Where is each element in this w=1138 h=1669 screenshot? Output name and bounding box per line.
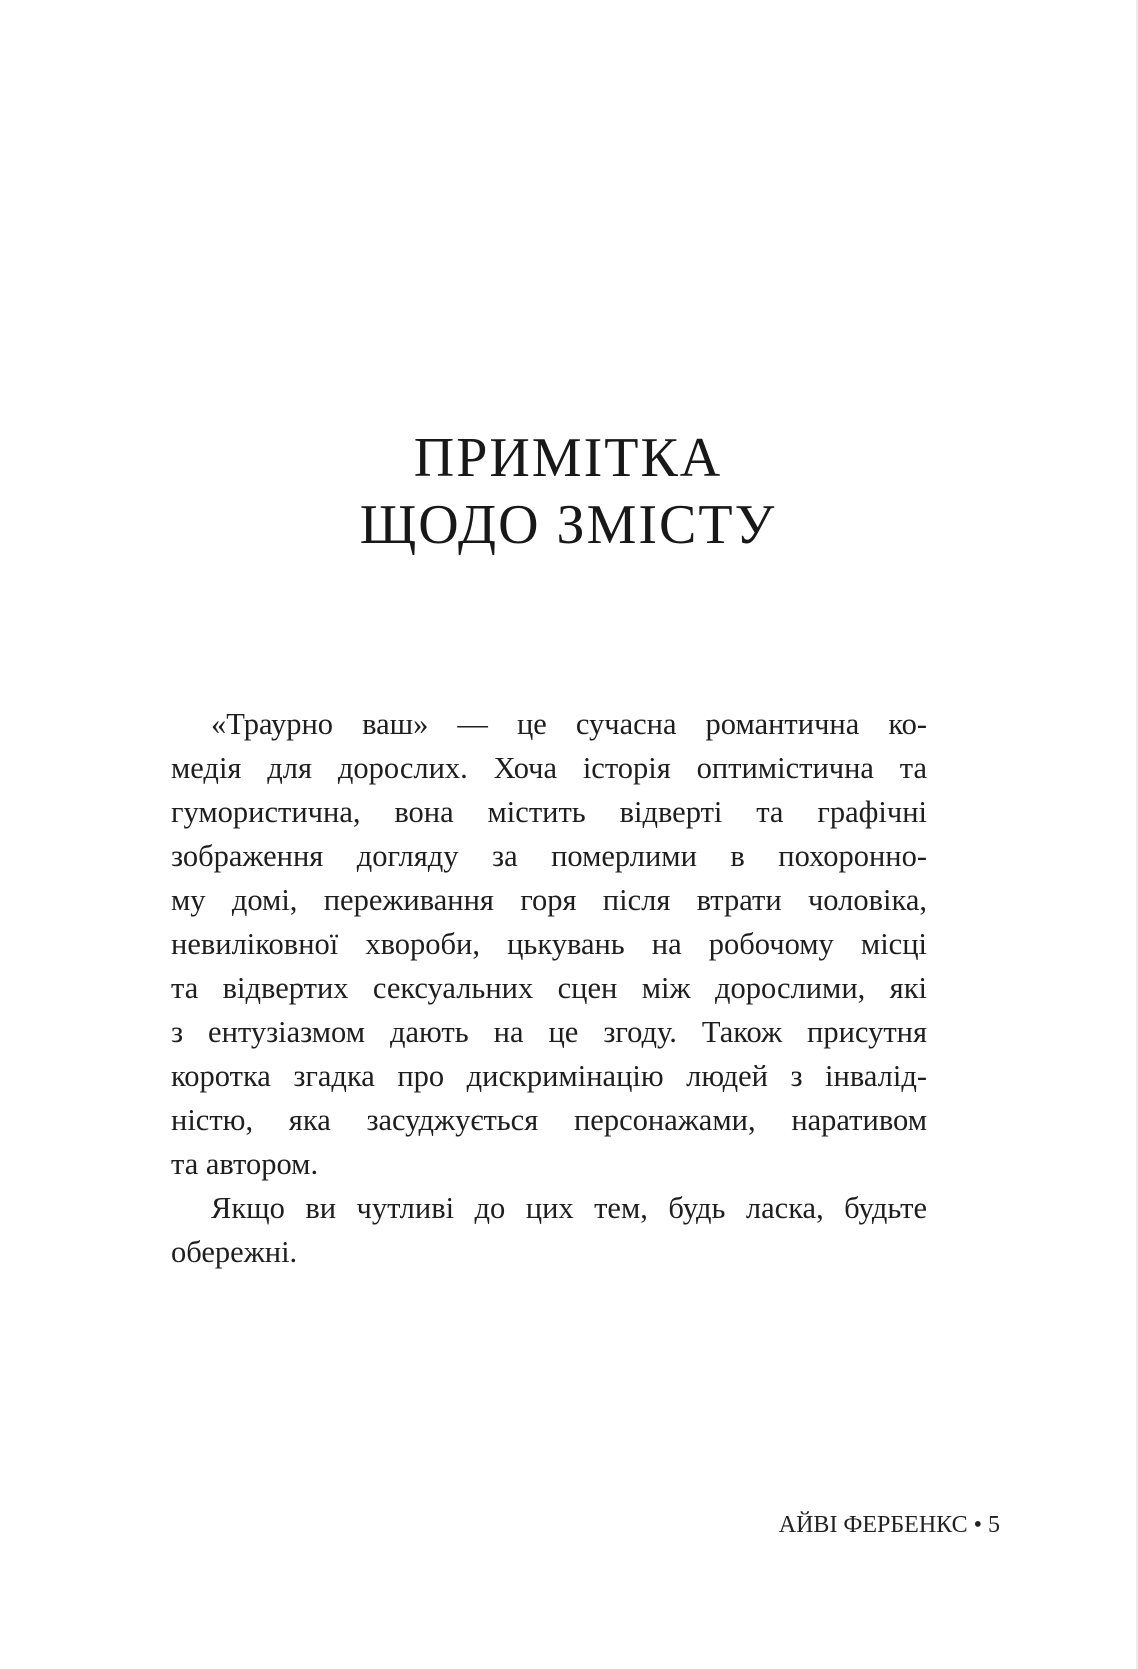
paragraph-2 — [171, 1186, 927, 1274]
text-line: ністю, яка засуджується персонажами, наративом — [171, 1103, 927, 1137]
content-note-body — [171, 702, 927, 1274]
text-line: та відвертих сексуальних сцен між дорослими, які — [171, 971, 927, 1005]
text-line: гумористична, вона містить відверті та графічні — [171, 795, 927, 829]
running-footer — [779, 1510, 1000, 1540]
text-line: обережні. — [171, 1235, 298, 1269]
text-line: невиліковної хвороби, цькувань на робочому місці — [171, 927, 927, 961]
page-title — [0, 425, 1136, 559]
text-line: зображення догляду за померлими в похоронно- — [171, 839, 927, 873]
text-line: «Траурно ваш» — це сучасна романтична ко- — [211, 707, 927, 741]
title-line-1: ПРИМІТКА — [413, 427, 723, 489]
title-line-2: ЩОДО ЗМІСТУ — [359, 494, 777, 556]
text-line: з ентузіазмом дають на це згоду. Також присутня — [171, 1015, 927, 1049]
text-line: коротка згадка про дискримінацію людей з інвалід- — [171, 1059, 927, 1093]
paragraph-1 — [171, 702, 927, 1186]
footer-author: АЙВІ ФЕРБЕНКС — [778, 1512, 968, 1538]
page-number: 5 — [988, 1512, 1000, 1538]
bullet-separator-icon: • — [973, 1512, 982, 1538]
text-line: та автором. — [171, 1147, 319, 1181]
text-line: медія для дорослих. Хоча історія оптимістична та — [171, 751, 927, 785]
text-line: Якщо ви чутливі до цих тем, будь ласка, будьте — [211, 1191, 927, 1225]
text-line: му домі, переживання горя після втрати чоловіка, — [171, 883, 927, 917]
